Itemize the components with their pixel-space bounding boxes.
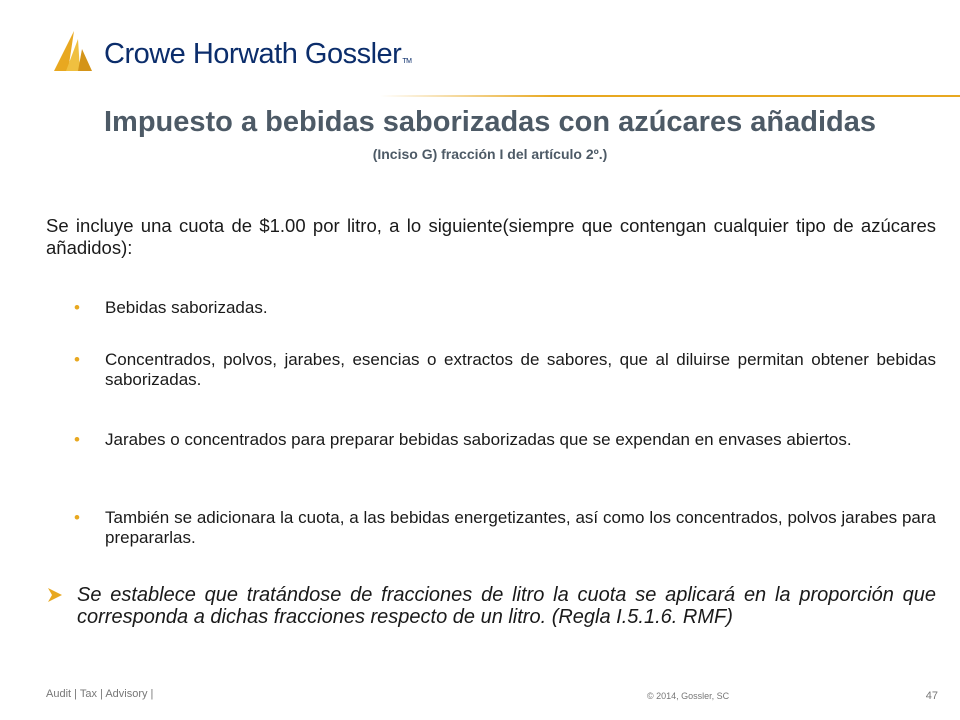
slide-title: Impuesto a bebidas saborizadas con azúcares añadidas [104, 106, 876, 138]
bullet-dot-icon: • [74, 298, 80, 317]
bullet-text: También se adicionara la cuota, a las bebidas energetizantes, así como los concentrados, polvos jarabes para prepararlas. [105, 508, 936, 547]
intro-paragraph: Se incluye una cuota de $1.00 por litro, a lo siguiente(siempre que contengan cualquier tipo de azúcares añadidos): [46, 215, 936, 258]
bullet-text: Bebidas saborizadas. [105, 298, 268, 317]
crowe-flame-icon [52, 29, 96, 73]
bullet-item [74, 430, 936, 450]
bullet-item [74, 298, 936, 318]
bullet-item [74, 508, 936, 548]
company-logo [52, 26, 411, 76]
header-divider [380, 95, 960, 97]
arrow-bullet-icon [46, 586, 64, 604]
bullet-dot-icon: • [74, 430, 80, 449]
trademark-mark: TM [402, 57, 412, 65]
note-text: Se establece que tratándose de fracciones de litro la cuota se aplicará en la proporción que corresponda a dichas fracciones respecto de un litro. (Regla I.5.1.6. RMF) [77, 584, 936, 628]
footer-copyright: © 2014, Gossler, SC [647, 691, 730, 701]
bullet-dot-icon: • [74, 350, 80, 369]
bullet-text: Concentrados, polvos, jarabes, esencias o extractos de sabores, que al diluirse permitan obtener bebidas saborizadas. [105, 350, 936, 389]
note-paragraph [46, 584, 936, 628]
company-name: Crowe Horwath GosslerTM [104, 37, 412, 70]
slide-subtitle: (Inciso G) fracción I del artículo 2º.) [372, 146, 608, 162]
bullet-item [74, 350, 936, 390]
bullet-dot-icon: • [74, 508, 80, 527]
footer-services: Audit | Tax | Advisory | [46, 688, 154, 700]
bullet-text: Jarabes o concentrados para preparar bebidas saborizadas que se expendan en envases abiertos. [105, 430, 852, 449]
page-number: 47 [925, 690, 938, 702]
